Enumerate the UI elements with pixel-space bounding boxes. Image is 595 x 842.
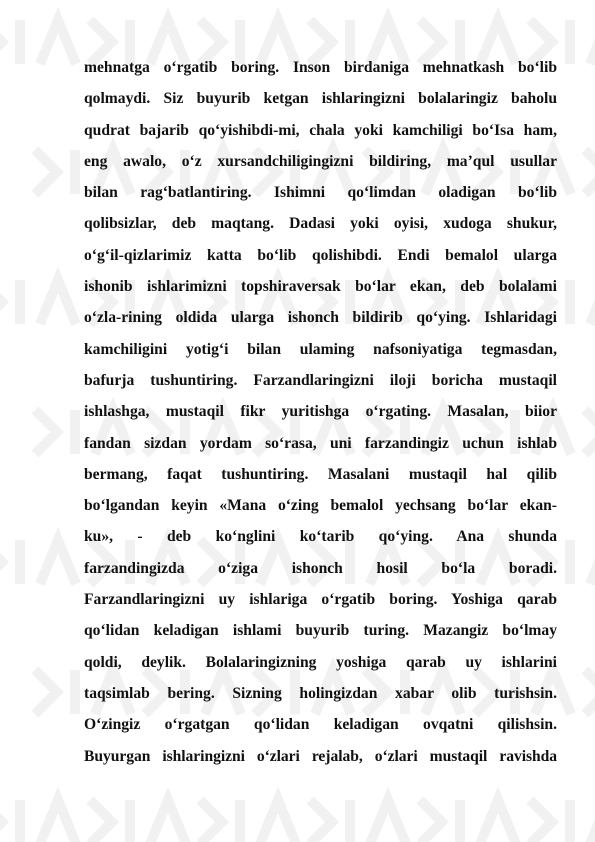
text-line: O‘zingiz o‘rgatgan qo‘lidan keladigan ovqatni qilishsin.	[84, 716, 557, 734]
watermark-mark	[585, 410, 595, 454]
text-line: ishlashga, mustaqil fikr yuritishga o‘rgating. Masalan, biior	[84, 403, 557, 421]
text-line: Buyurgan ishlaringizni o‘zlari rejalab, o‘zlari mustaqil ravishda	[84, 747, 557, 765]
text-line: qo‘lidan keladigan ishlami buyurib turing. Mazangiz bo‘lmay	[84, 622, 557, 640]
text-line: eng awalo, o‘z xursandchiligingizni bildiring, ma’qul usullar	[84, 152, 557, 170]
text-line: bermang, faqat tushuntiring. Masalani mustaqil hal qilib	[84, 465, 557, 483]
text-line: fandan sizdan yordam so‘rasa, uni farzandingiz uchun ishlab	[84, 434, 557, 452]
text-line: o‘g‘il-qizlarimiz katta bo‘lib qolishibdi. Endi bemalol ularga	[84, 246, 557, 264]
watermark-mark	[420, 800, 516, 842]
text-line: mehnatga o‘rgatib boring. Inson birdaniga mehnatkash bo‘lib	[84, 59, 557, 76]
watermark-mark	[0, 20, 76, 64]
text-line: farzandingizda o‘ziga ishonch hosil bo‘la boradi.	[84, 559, 557, 577]
text-line: bilan rag‘batlantiring. Ishimni qo‘limdan oladigan bo‘lib	[84, 184, 557, 202]
text-line: taqsimlab bering. Sizning holingizdan xabar olib turishsin.	[84, 684, 557, 702]
watermark-mark	[90, 800, 186, 842]
watermark-mark	[200, 800, 296, 842]
watermark-mark	[530, 800, 595, 842]
watermark-mark	[0, 800, 76, 842]
text-line: ishonib ishlarimizni topshiraversak bo‘lar ekan, deb bolalami	[84, 278, 557, 296]
text-line: qolmaydi. Siz buyurib ketgan ishlaringizni bolalaringiz baholu	[84, 90, 557, 108]
watermark-mark	[585, 670, 595, 714]
text-line: qudrat bajarib qo‘yishibdi-mi, chala yoki kamchiligi bo‘Isa ham,	[84, 121, 557, 139]
body-text	[84, 52, 557, 772]
watermark-mark	[585, 150, 595, 194]
text-line: bafurja tushuntiring. Farzandlaringizni iloji boricha mustaqil	[84, 371, 557, 389]
text-line: bo‘lgandan keyin «Mana o‘zing bemalol yechsang bo‘lar ekan-	[84, 497, 557, 515]
watermark-mark	[0, 540, 76, 584]
text-line: kamchiligini yotig‘i bilan ulaming nafsoniyatiga tegmasdan,	[84, 340, 557, 358]
watermark-mark	[0, 280, 76, 324]
watermark-mark	[310, 800, 406, 842]
text-line: ku», - deb ko‘nglini ko‘tarib qo‘ying. Ana shunda	[84, 528, 557, 546]
text-line: o‘zla-rining oldida ularga ishonch bildirib qo‘ying. Ishlaridagi	[84, 309, 557, 327]
text-line: Farzandlaringizni uy ishlariga o‘rgatib boring. Yoshiga qarab	[84, 591, 557, 609]
text-line: qolibsizlar, deb maqtang. Dadasi yoki oyisi, xudoga shukur,	[84, 215, 557, 233]
text-line: qoldi, deylik. Bolalaringizning yoshiga qarab uy ishlarini	[84, 653, 557, 671]
